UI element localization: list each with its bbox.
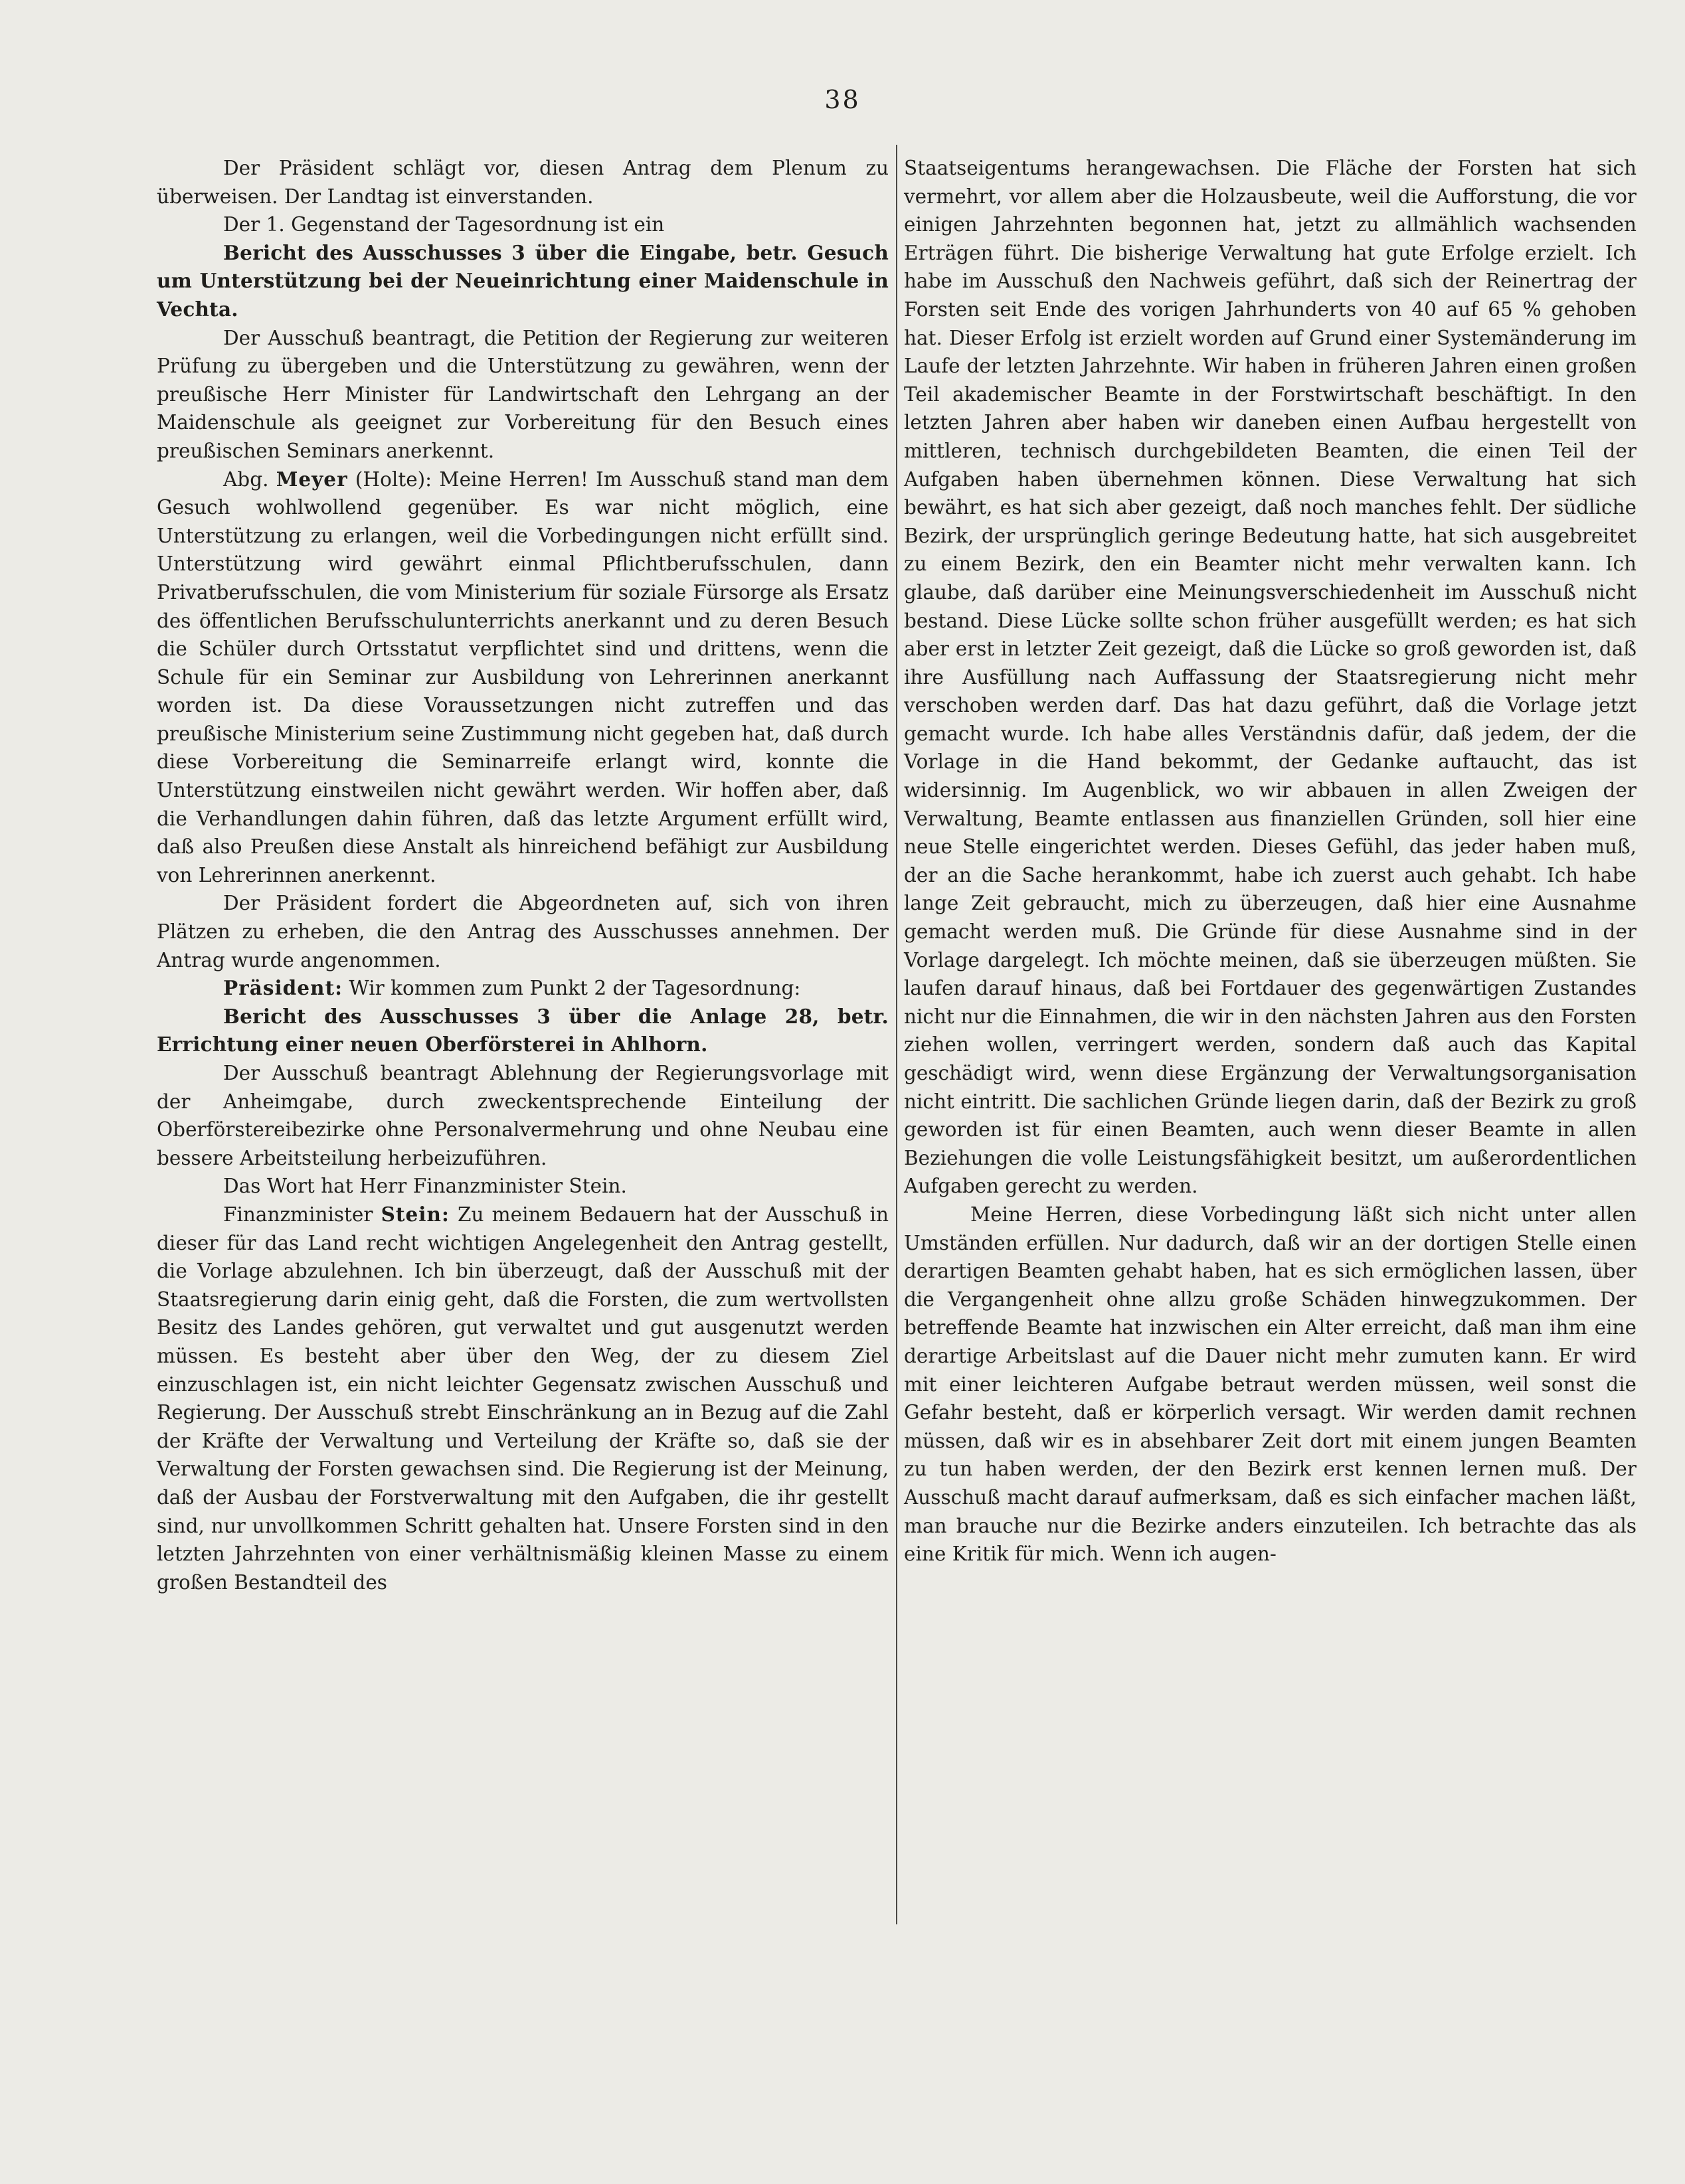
paragraph: Der 1. Gegenstand der Tagesordnung ist ein bbox=[223, 213, 665, 236]
page-number: 38 bbox=[824, 85, 861, 114]
agenda-heading: Bericht des Ausschusses 3 über die Eingabe, betr. Gesuch um Unterstützung bei der Neueinrichtung einer Maidenschule in Vechta. bbox=[157, 240, 889, 321]
speaker-name: Präsident: bbox=[223, 976, 343, 1000]
speech-paragraph bbox=[157, 465, 889, 890]
paragraph: Der Präsident fordert die Abgeordneten auf, sich von ihren Plätzen zu erheben, die den Antrag des Ausschusses annehmen. Der Antrag wurde angenommen. bbox=[157, 892, 889, 971]
speech-text: Wir kommen zum Punkt 2 der Tagesordnung: bbox=[349, 977, 801, 1000]
speech-text: (Holte): Meine Herren! Im Ausschuß stand man dem Gesuch wohlwollend gegenüber. Es war nicht möglich, eine Unterstützung zu erlangen, weil die Vorbedingungen nicht erfüllt sind. Unterstützung wird gewährt einmal Pflichtberufsschulen, dann Privatberufsschulen, die vom Ministerium für soziale Fürsorge als Ersatz des öffentlichen Berufsschulunterrichts anerkannt und zu deren Besuch die Schüler durch Ortsstatut verpflichtet sind und drittens, wenn die Schule für ein Seminar zur Ausbildung von Lehrerinnen anerkannt worden ist. Da diese Voraussetzungen nicht zutreffen und das preußische Ministerium seine Zustimmung nicht gegeben hat, daß durch diese Vorbereitung die Seminarreife erlangt wird, konnte die Unterstützung einstweilen nicht gewährt werden. Wir hoffen aber, daß die Verhandlungen dahin führen, daß das letzte Argument erfüllt wird, daß also Preußen diese Anstalt als hinreichend befähigt zur Ausbildung von Lehrerinnen anerkennt. bbox=[157, 467, 889, 886]
column-divider bbox=[896, 145, 897, 1924]
left-column bbox=[157, 154, 889, 1596]
paragraph: Staatseigentums herangewachsen. Die Fläche der Forsten hat sich vermehrt, vor allem aber die Holzausbeute, weil die Aufforstung, die vor einigen Jahrzehnten begonnen hat, jetzt zu allmählich wachsenden Erträgen führt. Die bisherige Verwaltung hat gute Erfolge erzielt. Ich habe im Ausschuß den Nachweis geführt, daß sich der Reinertrag der Forsten seit Ende des vorigen Jahrhunderts von 40 auf 65 % gehoben hat. Dieser Erfolg ist erzielt worden auf Grund einer Systemänderung im Laufe der letzten Jahrzehnte. Wir haben in früheren Jahren einen großen Teil akademischer Beamte in der Forstwirtschaft beschäftigt. In den letzten Jahren aber haben wir daneben einen Aufbau hergestellt von mittleren, technisch durchgebildeten Beamten, die einen Teil der Aufgaben haben übernehmen können. Diese Verwaltung hat sich bewährt, es hat sich aber gezeigt, daß noch manches fehlt. Der südliche Bezirk, der ursprünglich geringe Bedeutung hatte, hat sich ausgebreitet zu einem Bezirk, den ein Beamter nicht mehr verwalten kann. Ich glaube, daß darüber eine Meinungsverschiedenheit im Ausschuß nicht bestand. Diese Lücke sollte schon früher ausgefüllt werden; es hat sich aber erst in letzter Zeit gezeigt, daß die Lücke so groß geworden ist, daß ihre Ausfüllung nach Auffassung der Staatsregierung nicht mehr verschoben werden darf. Das hat dazu geführt, daß die Vorlage jetzt gemacht wurde. Ich habe alles Verständnis dafür, daß jedem, der die Vorlage in die Hand bekommt, der Gedanke auftaucht, das ist widersinnig. Im Augenblick, wo wir abbauen in allen Zweigen der Verwaltung, Beamte entlassen aus finanziellen Gründen, soll hier eine neue Stelle eingerichtet werden. Dieses Gefühl, das jeder haben muß, der an die Sache herankommt, habe ich zuerst auch gehabt. Ich habe lange Zeit gebraucht, mich zu überzeugen, daß hier eine Ausnahme gemacht werden muß. Die Gründe für diese Ausnahme sind in der Vorlage dargelegt. Ich möchte meinen, daß sie überzeugen müßten. Sie laufen darauf hinaus, daß bei Fortdauer des gegenwärtigen Zustandes nicht nur die Einnahmen, die wir in den nächsten Jahren aus den Forsten ziehen wollen, verringert werden, sondern daß auch das Kapital geschädigt wird, wenn diese Ergänzung der Verwaltungsorganisation nicht eintritt. Die sachlichen Gründe liegen darin, daß der Bezirk zu groß geworden ist für einen Beamten, auch wenn dieser Beamte in allen Beziehungen die volle Leistungsfähigkeit besitzt, um außerordentlichen Aufgaben gerecht zu werden. bbox=[904, 157, 1637, 1198]
paragraph: Der Ausschuß beantragt, die Petition der Regierung zur weiteren Prüfung zu übergeben und die Unterstützung zu gewähren, wenn der preußische Herr Minister für Landwirtschaft den Lehrgang an der Maidenschule als geeignet zur Vorbereitung für den Besuch eines preußischen Seminars anerkennt. bbox=[157, 326, 889, 462]
speech-text: Zu meinem Bedauern hat der Ausschuß in dieser für das Land recht wichtigen Angelegenheit den Antrag gestellt, die Vorlage abzulehnen. Ich bin überzeugt, daß der Ausschuß mit der Staatsregierung darin einig geht, daß die Forsten, die zum wertvollsten Besitz des Landes gehören, gut verwaltet und gut ausgenutzt werden müssen. Es besteht aber über den Weg, der zu diesem Ziel einzuschlagen ist, ein nicht leichter Gegensatz zwischen Ausschuß und Regierung. Der Ausschuß strebt Einschränkung an in Bezug auf die Zahl der Kräfte der Verwaltung und Verteilung der Kräfte so, daß sie der Verwaltung der Forsten gewachsen sind. Die Regierung ist der Meinung, daß der Ausbau der Forstverwaltung mit den Aufgaben, die ihr gestellt sind, nur unvollkommen Schritt gehalten hat. Unsere Forsten sind in den letzten Jahrzehnten von einer verhältnismäßig kleinen Masse zu einem großen Bestandteil des bbox=[157, 1203, 889, 1594]
paragraph: Der Präsident schlägt vor, diesen Antrag dem Plenum zu überweisen. Der Landtag ist einverstanden. bbox=[157, 157, 889, 208]
speaker-prefix: Finanzminister bbox=[223, 1203, 373, 1226]
paragraph: Das Wort hat Herr Finanzminister Stein. bbox=[223, 1175, 627, 1198]
speaker-prefix: Abg. bbox=[223, 467, 269, 491]
paragraph: Meine Herren, diese Vorbedingung läßt sich nicht unter allen Umständen erfüllen. Nur dadurch, daß wir an der dortigen Stelle einen derartigen Beamten gehabt haben, hat es sich ermöglichen lassen, über die Vergangenheit ohne allzu große Schäden hinwegzukommen. Der betreffende Beamte hat inzwischen ein Alter erreicht, daß man ihm eine derartige Arbeitslast auf die Dauer nicht mehr zumuten kann. Er wird mit einer leichteren Aufgabe betraut werden müssen, weil sonst die Gefahr besteht, daß er körperlich versagt. Wir werden damit rechnen müssen, daß wir es in absehbarer Zeit dort mit einem jungen Beamten zu tun haben werden, der den Bezirk erst kennen lernen muß. Der Ausschuß macht darauf aufmerksam, daß es sich einfacher machen läßt, man brauche nur die Bezirke anders einzuteilen. Ich betrachte das als eine Kritik für mich. Wenn ich augen- bbox=[904, 1203, 1637, 1566]
right-column bbox=[904, 154, 1637, 1568]
speech-paragraph bbox=[157, 974, 889, 1003]
speech-paragraph bbox=[157, 1201, 889, 1596]
speaker-name: Stein: bbox=[381, 1202, 450, 1226]
speaker-name: Meyer bbox=[276, 467, 348, 491]
paragraph: Der Ausschuß beantragt Ablehnung der Regierungsvorlage mit der Anheimgabe, durch zweckentsprechende Einteilung der Oberförstereibezirke ohne Personalvermehrung und ohne Neubau eine bessere Arbeitsteilung herbeizuführen. bbox=[157, 1062, 889, 1169]
agenda-heading: Bericht des Ausschusses 3 über die Anlage 28, betr. Errichtung einer neuen Oberförsterei in Ahlhorn. bbox=[157, 1004, 889, 1056]
